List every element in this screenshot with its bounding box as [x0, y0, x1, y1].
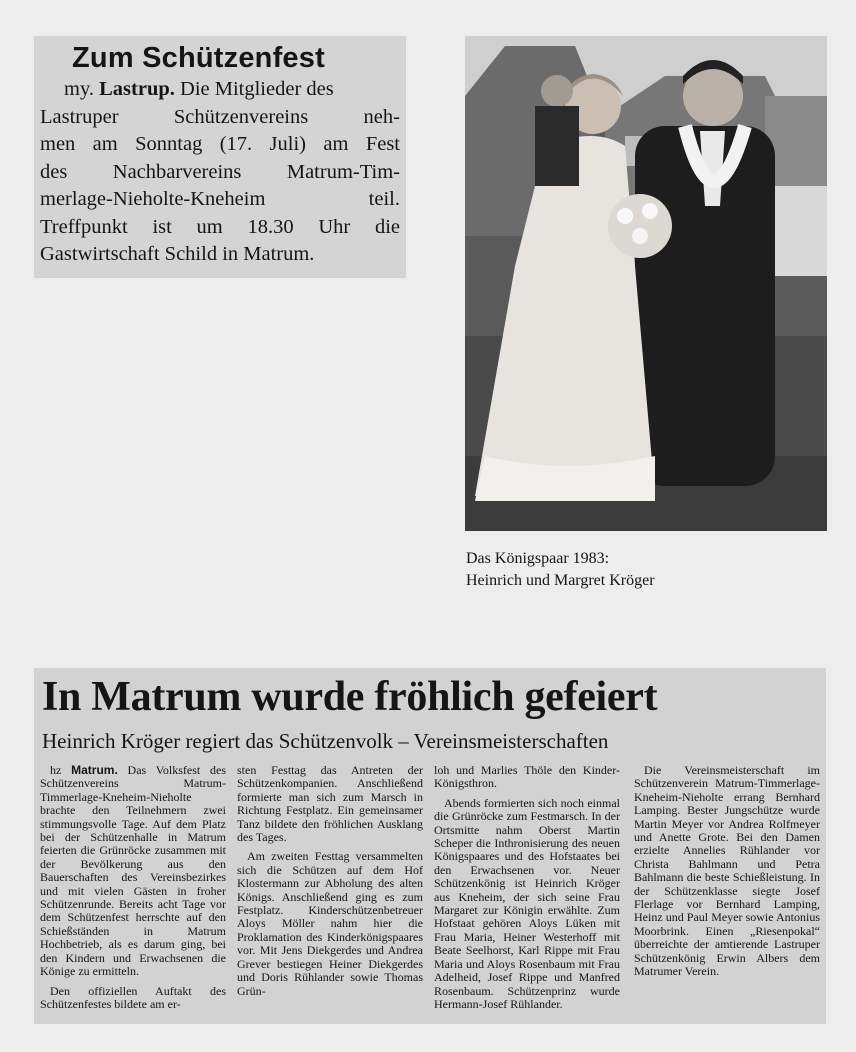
photo-illustration [465, 36, 827, 531]
col1-paragraph-2: Den offiziellen Auftakt des Schützenfestes bildete am er- [40, 983, 226, 1011]
notice-line-1: my. Lastrup. Die Mitglieder des [64, 78, 334, 100]
col3-paragraph-1: loh und Marlies Thöle den Kinder-Königsthron. [434, 763, 620, 791]
royal-couple-photo [465, 36, 827, 531]
notice-line-3: men am Sonntag (17. Juli) am Fest [40, 133, 400, 155]
notice-title: Zum Schützenfest [72, 42, 325, 74]
article-column-4 [634, 764, 820, 979]
article-column-2 [237, 764, 423, 998]
notice-line-6: Treffpunkt ist um 18.30 Uhr die [40, 215, 400, 238]
notice-body [40, 76, 400, 269]
col1-place: Matrum. [71, 763, 118, 777]
article-clipping [34, 668, 826, 1024]
notice-clipping [34, 36, 406, 278]
notice-line-5: merlage-Nieholte-Kneheim teil. [40, 188, 400, 210]
col1-paragraph-1: hz Matrum. Das Volksfest des Schützenvereins Matrum-Timmerlage-Kneheim-Nieholte brachte den Teilnehmern zwei stimmungsvolle Tage. Auf dem Platz bei der Schützenhalle in Matrum feierten die Grünröcke zusammen mit der Bevölkerung aus den Bauerschaften des Vereinsbezirkes und mit vielen Gästen in froher Schützenrunde. Bereits acht Tage vor dem Schützenfest herrschte auf den Schießständen in Matrum Hochbetrieb, als es darum ging, bei den Kindern und Erwachsenen die Könige zu ermitteln. [40, 763, 227, 979]
caption-line-2: Heinrich und Margret Kröger [466, 572, 655, 589]
article-column-3 [434, 764, 620, 1011]
notice-dateline: my. [64, 78, 94, 100]
notice-line-4: des Nachbarvereins Matrum-Tim- [40, 160, 400, 183]
article-column-1 [40, 764, 226, 1011]
notice-line-7: Gastwirtschaft Schild in Matrum. [40, 243, 315, 265]
col1-prefix: hz [50, 763, 62, 777]
notice-place: Lastrup. [99, 78, 175, 100]
article-columns [40, 764, 820, 1016]
article-headline: In Matrum wurde fröhlich gefeiert [42, 674, 658, 720]
article-subheadline: Heinrich Kröger regiert das Schützenvolk – Vereinsmeisterschaften [42, 729, 609, 753]
col2-paragraph-1: sten Festtag das Antreten der Schützenkompanien. Anschließend formierte man sich zum Marsch in Richtung Festplatz. Ein gemeinsamer Tanz bildete den fröhlichen Ausklang des Tages. [237, 763, 423, 845]
col2-paragraph-2: Am zweiten Festtag versammelten sich die Schützen auf dem Hof Klostermann zur Abholung des alten Königs. Anschließend ging es zum Festplatz. Kinderschützenbetreuer Aloys Möller nahm hier die Proklamation des Kinderkönigspaares vor. Mit Jens Diekgerdes und Andrea Grever bestiegen Heiner Diekgerdes und Doris Rühlander sowie Thomas Grün- [237, 849, 423, 998]
notice-line-2: Lastruper Schützenvereins neh- [40, 105, 400, 128]
caption-line-1: Das Königspaar 1983: [466, 550, 610, 567]
col4-paragraph-1: Die Vereinsmeisterschaft im Schützenverein Matrum-Timmerlage-Kneheim-Nieholte errang Bernhard Lamping. Bester Jungschütze wurde Martin Meyer vor Andrea Rolfmeyer und Anette Grote. Bei den Damen erzielte Annelies Rühlander vor Christa Bahlmann und Petra Bahlmann die beste Schießleistung. In der Schützenklasse siegte Josef Flerlage vor Bernhard Lamping, Heinz und Paul Meyer sowie Antonius Moorbrink. Einen „Riesenpokal“ überreichte der amtierende Lastruper Schützenkönig Erwin Albers dem Matrumer Verein. [634, 763, 820, 979]
col3-paragraph-2: Abends formierten sich noch einmal die Grünröcke zum Festmarsch. In der Ortsmitte nahm Oberst Martin Scheper die Inthronisierung des neuen Königspaares und des Hofstaates bei den Erwachsenen vor. Neuer Schützenkönig ist Heinrich Kröger aus Kneheim, der sich seine Frau Margaret zur Königin erwählte. Zum Hofstaat gehören Aloys Lüken mit Frau Maria, Heiner Westerhoff mit Beate Seelhorst, Karl Rippe mit Frau Maria und Aloys Rosenbaum mit Frau Adelheid, Josef Rippe und Manfred Rosenbaum. Schützenprinz wurde Hermann-Josef Rühlander. [434, 795, 620, 1011]
photo-caption [466, 548, 826, 592]
